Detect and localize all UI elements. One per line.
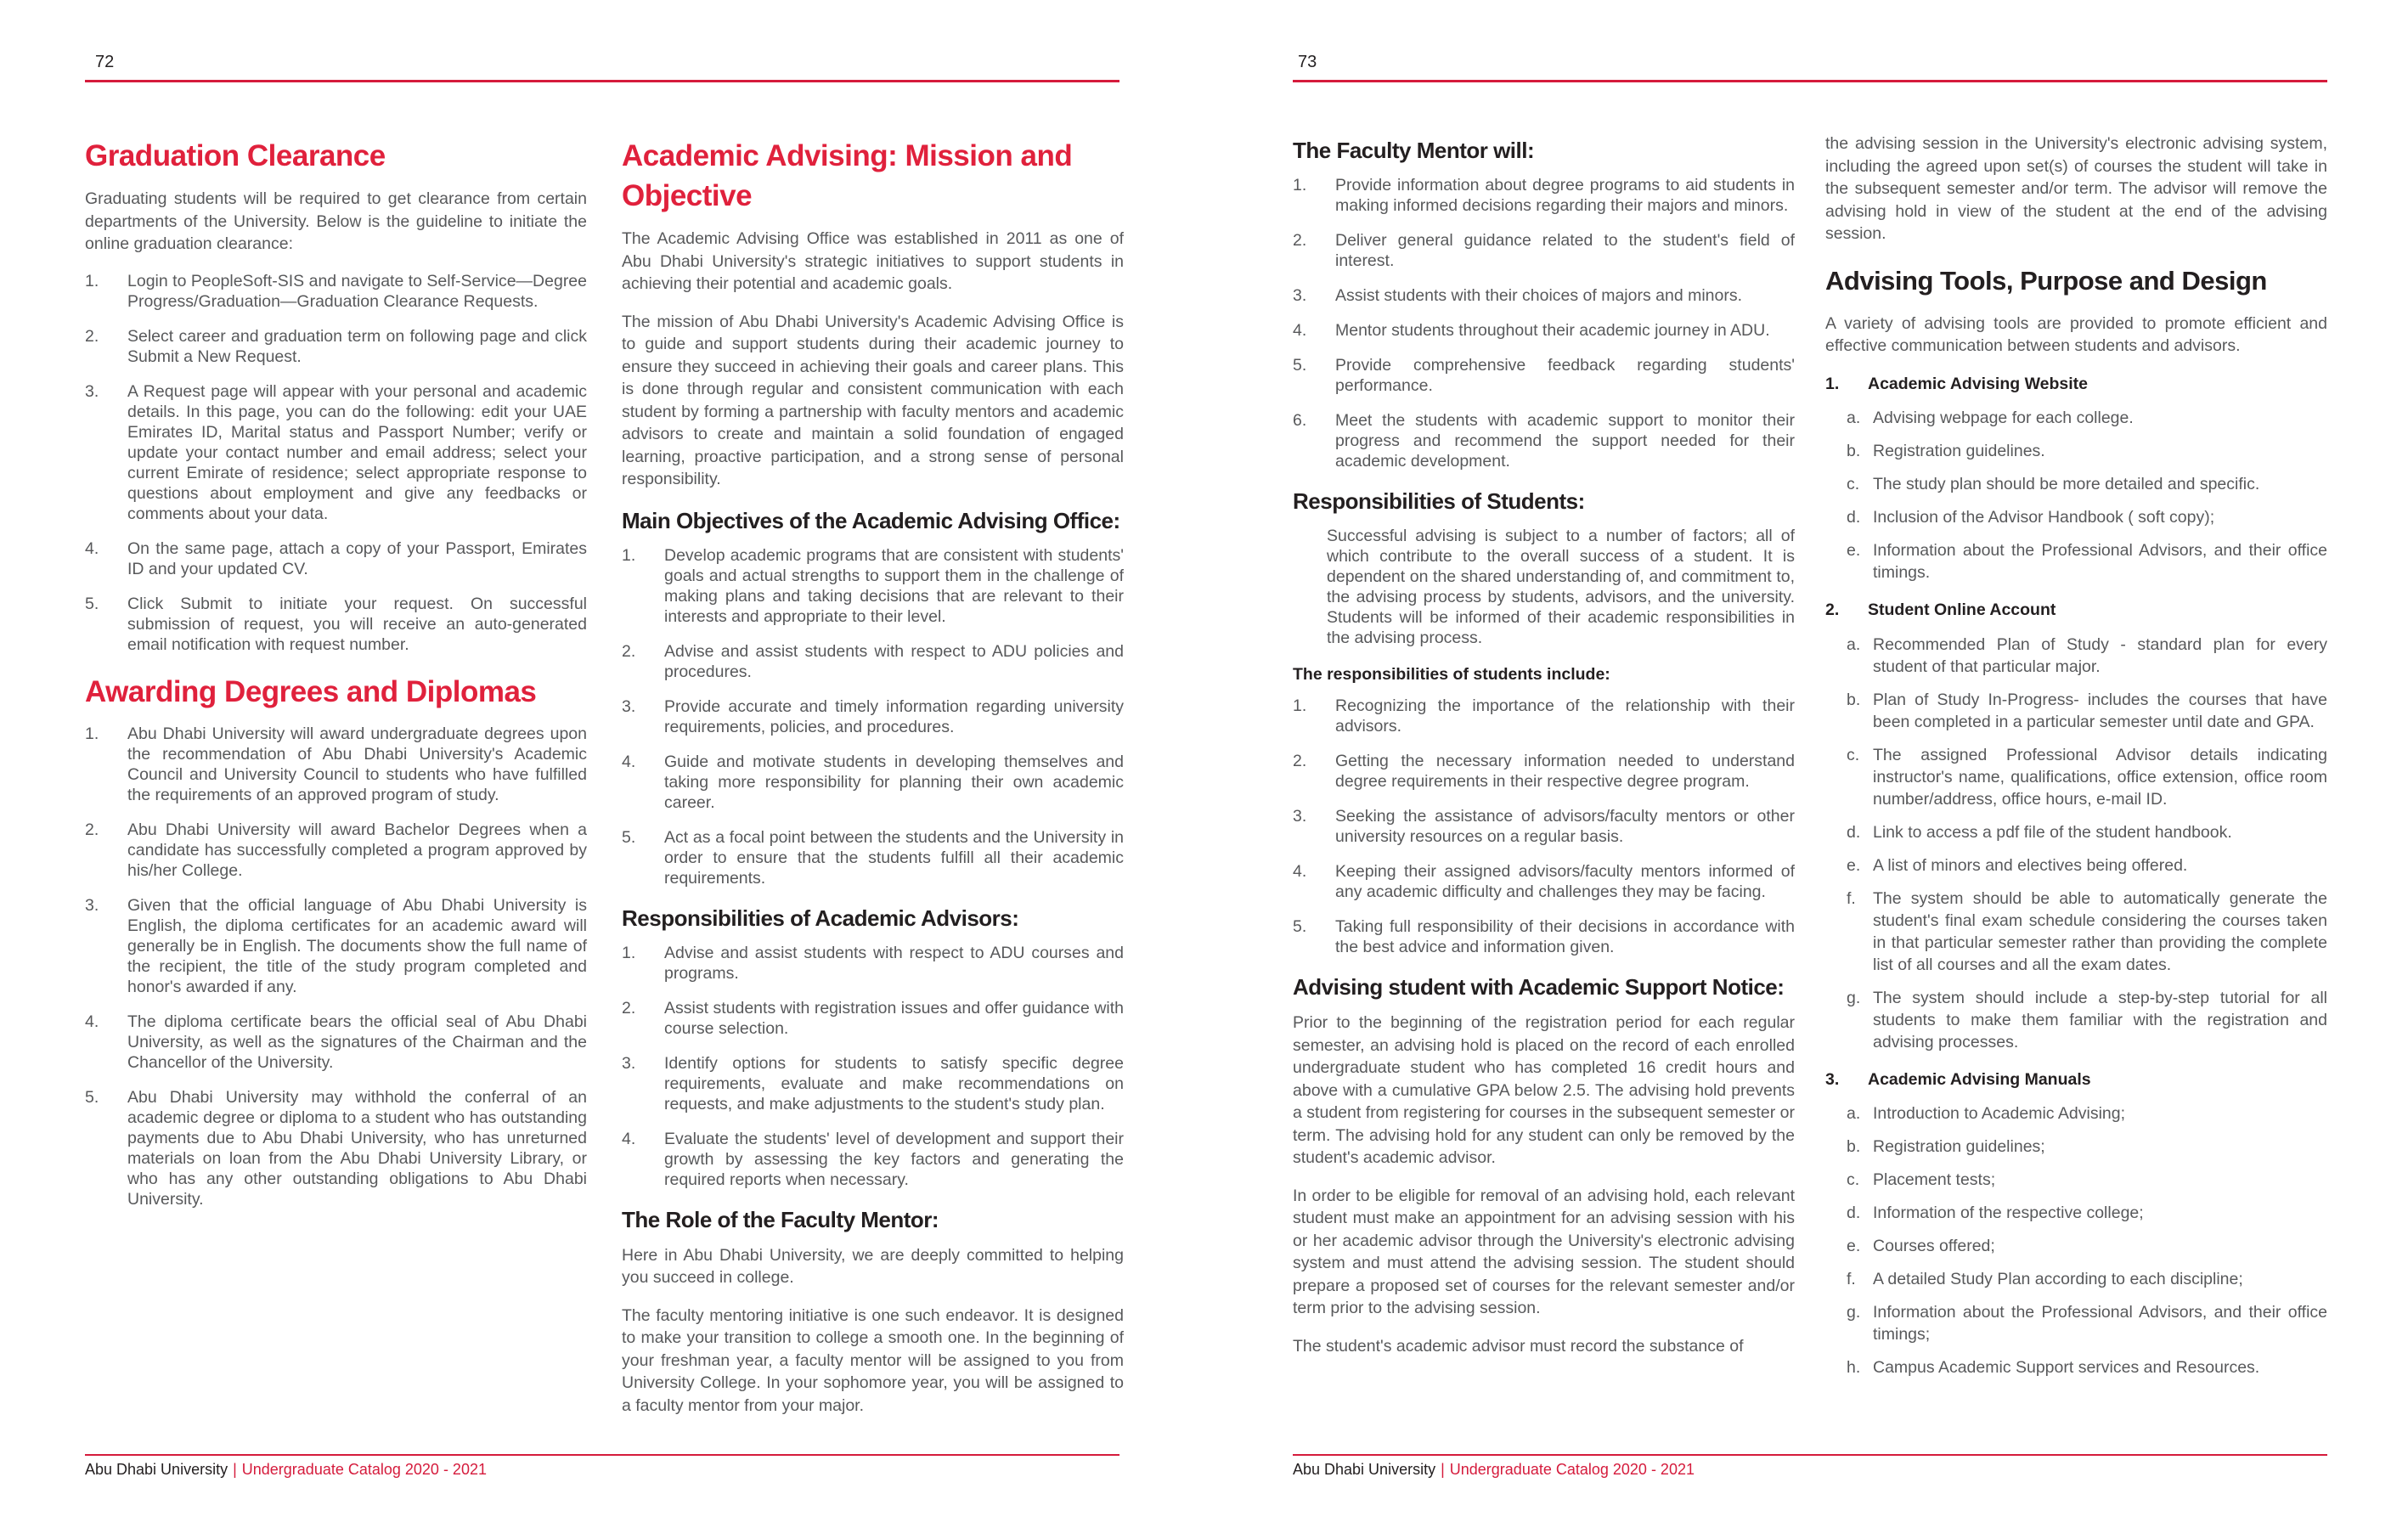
list-number: 3. — [1825, 1069, 1840, 1089]
list-number: 4. — [85, 1012, 99, 1031]
list-item — [1825, 1235, 2327, 1257]
tool-group-list — [1825, 1102, 2327, 1378]
list-number: 2. — [1293, 231, 1307, 250]
header-rule-right — [1293, 80, 2327, 82]
objectives-heading: Main Objectives of the Academic Advising Office: — [622, 507, 1120, 533]
list-item — [622, 998, 1124, 1039]
list-text: Advising webpage for each college. — [1873, 409, 2134, 427]
list-text: A list of minors and electives being offered. — [1873, 855, 2188, 875]
list-item — [622, 752, 1124, 813]
list-item — [85, 271, 587, 312]
list-text: Plan of Study In-Progress- includes the courses that have been completed in a particular semester until date and GPA. — [1873, 690, 2327, 731]
list-item — [1293, 320, 1795, 341]
tool-group-list — [1825, 407, 2327, 583]
list-item — [85, 895, 587, 997]
list-text: Assist students with their choices of majors and minors. — [1335, 286, 1743, 305]
list-text: Meet the students with academic support to monitor their progress and recommend the support needed for their academic development. — [1335, 411, 1795, 471]
tool-group-heading — [1825, 599, 2327, 622]
list-item — [1825, 1102, 2327, 1125]
list-item — [622, 1053, 1124, 1114]
list-text: Recommended Plan of Study - standard plan for every student of that particular major. — [1873, 634, 2327, 676]
left-column-2 — [622, 136, 1124, 1432]
footer-rule-left — [85, 1454, 1119, 1456]
tool-group-list — [1825, 634, 2327, 1053]
list-item — [85, 1012, 587, 1073]
footer-rule-right — [1293, 1454, 2327, 1456]
list-item — [1825, 1268, 2327, 1290]
list-number: 4. — [1293, 321, 1307, 340]
list-text: Inclusion of the Advisor Handbook ( soft copy); — [1873, 508, 2215, 527]
list-text: Advise and assist students with respect to ADU policies and procedures. — [664, 641, 1124, 681]
tool-group-title: Academic Advising Website — [1868, 374, 2088, 393]
list-item — [1293, 696, 1795, 736]
list-letter: b. — [1847, 442, 1861, 460]
list-item — [1825, 689, 2327, 733]
list-text: Deliver general guidance related to the student's field of interest. — [1335, 231, 1795, 270]
list-item — [1825, 473, 2327, 495]
list-text: Provide accurate and timely information regarding university requirements, policies, and procedures. — [664, 696, 1124, 736]
list-number: 5. — [85, 1087, 99, 1107]
list-letter: h. — [1847, 1358, 1861, 1377]
list-item — [1825, 440, 2327, 462]
header-rule-left — [85, 80, 1119, 82]
list-number: 2. — [622, 641, 636, 661]
advisors-heading: Responsibilities of Academic Advisors: — [622, 905, 1019, 931]
list-item — [1825, 744, 2327, 810]
list-text: Placement tests; — [1873, 1170, 1996, 1189]
mission-paragraph-2: The mission of Abu Dhabi University's Academic Advising Office is to guide and support students during their academic journey to ensure they succeed in achieving their goals and career plans. This is done through regular and consistent communication with each student by forming a partnership with faculty mentors and academic advisors to create and maintain a solid foundation of engaged learning, proactive participation, and a strong sense of personal responsibility. — [622, 312, 1124, 488]
list-text: On the same page, attach a copy of your Passport, Emirates ID and your updated CV. — [127, 538, 587, 578]
list-text: Assist students with registration issues and offer guidance with course selection. — [664, 998, 1124, 1038]
list-text: Registration guidelines; — [1873, 1137, 2045, 1156]
list-item — [1825, 1169, 2327, 1191]
list-letter: b. — [1847, 690, 1861, 709]
right-column-1 — [1293, 136, 1795, 1373]
list-number: 4. — [85, 538, 99, 558]
list-letter: d. — [1847, 1204, 1861, 1222]
list-item — [85, 1087, 587, 1209]
list-number: 6. — [1293, 411, 1307, 430]
list-item — [622, 641, 1124, 682]
list-text: Recognizing the importance of the relationship with their advisors. — [1335, 696, 1795, 736]
list-item — [1293, 751, 1795, 792]
list-item — [1293, 230, 1795, 271]
list-text: Information of the respective college; — [1873, 1204, 2144, 1222]
list-item — [1825, 987, 2327, 1053]
list-letter: d. — [1847, 508, 1861, 527]
support-notice-paragraph-1: Prior to the beginning of the registration period for each regular semester, an advising hold is placed on the record of each enrolled undergraduate student who has completed 16 credit hours and above with a cumulative GPA below 2.5. The advising hold prevents a student from registering for courses in the subsequent semester or term. The advising hold for any student can only be removed by the student's academic advisor. — [1293, 1013, 1795, 1167]
tool-group-title: Student Online Account — [1868, 600, 2056, 619]
mission-heading: Academic Advising: Mission and Objective — [622, 139, 1073, 212]
list-number: 2. — [1825, 600, 1840, 619]
tools-intro: A variety of advising tools are provided to promote efficient and effective communication between students and advisors. — [1825, 313, 2327, 355]
list-item — [85, 594, 587, 655]
list-item — [1293, 861, 1795, 902]
list-text: Mentor students throughout their academic journey in ADU. — [1335, 321, 1770, 340]
list-item — [622, 1129, 1124, 1190]
list-number: 4. — [622, 752, 636, 771]
faculty-role-paragraph-2: The faculty mentoring initiative is one such endeavor. It is designed to make your transition to college a smooth one. In the beginning of your freshman year, a faculty mentor will be assigned to you from University College. In your sophomore year, you will be assigned to a faculty mentor from your major. — [622, 1305, 1124, 1415]
list-item — [1293, 806, 1795, 847]
list-item — [1825, 854, 2327, 877]
list-number: 1. — [1293, 696, 1307, 715]
list-item — [85, 326, 587, 367]
list-letter: g. — [1847, 988, 1861, 1007]
list-text: Campus Academic Support services and Resources. — [1873, 1358, 2260, 1377]
list-number: 1. — [85, 271, 99, 290]
list-item — [1293, 175, 1795, 216]
list-text: Abu Dhabi University will award Bachelor Degrees when a candidate has successfully completed a program approved by his/her College. — [127, 820, 587, 880]
tool-group-heading — [1825, 1068, 2327, 1091]
list-text: The assigned Professional Advisor details indicating instructor's name, qualifications, office extension, office room number/address, office hours, e-mail ID. — [1873, 745, 2327, 809]
list-text: The diploma certificate bears the official seal of Abu Dhabi University, as well as the signatures of the Chairman and the Chancellor of the University. — [127, 1012, 587, 1072]
list-number: 2. — [1293, 752, 1307, 770]
list-letter: f. — [1847, 888, 1856, 908]
list-letter: c. — [1847, 745, 1860, 764]
support-notice-paragraph-2: In order to be eligible for removal of an advising hold, each relevant student must make an appointment for an advising session with his or her academic advisor through the University's electronic advising system and must attend the advising session. The student should prepare a proposed set of courses for the relevant semester and/or term prior to the advising session. — [1293, 1186, 1795, 1317]
list-item — [1293, 355, 1795, 396]
list-letter: b. — [1847, 1137, 1861, 1156]
list-text: Courses offered; — [1873, 1237, 1995, 1255]
list-number: 1. — [1825, 374, 1840, 393]
awarding-heading: Awarding Degrees and Diplomas — [85, 674, 537, 708]
list-text: The system should include a step-by-step tutorial for all students to make them familiar with the registration and advising processes. — [1873, 988, 2327, 1051]
list-number: 5. — [85, 594, 99, 613]
mentor-will-list — [1293, 175, 1795, 471]
faculty-role-paragraph-1: Here in Abu Dhabi University, we are deeply committed to helping you succeed in college. — [622, 1245, 1124, 1287]
list-number: 5. — [1293, 917, 1307, 936]
list-number: 4. — [1293, 862, 1307, 881]
mentor-will-heading: The Faculty Mentor will: — [1293, 138, 1535, 163]
list-text: Keeping their assigned advisors/faculty mentors informed of any academic difficulty and challenges they may be facing. — [1335, 862, 1795, 901]
list-text: Abu Dhabi University will award undergraduate degrees upon the recommendation of Abu Dhabi University's Academic Council and University Council to students who have fulfilled the requirements of an approved program of study. — [127, 724, 587, 804]
list-text: A Request page will appear with your personal and academic details. In this page, you can do the following: edit your UAE Emirates ID, Marital status and Passport Number; verify or update your contact number and email address; select your current Emirate of residence; select appropriate response to questions about employment and give any feedbacks or comments about your data. — [127, 381, 587, 523]
list-text: Information about the Professional Advisors, and their office timings. — [1873, 541, 2327, 582]
graduation-clearance-intro: Graduating students will be required to get clearance from certain departments of the University. Below is the guideline to initiate the online graduation clearance: — [85, 189, 587, 253]
students-resp-intro: Successful advising is subject to a number of factors; all of which contribute to the overall success of a student. It is dependent on the shared understanding of, and commitment to, the advising process by students, advisors, and the university. Students will be informed of their academic responsibilities in the advising process. — [1327, 527, 1795, 647]
list-text: Guide and motivate students in developing themselves and taking more responsibility for planning their own academic career. — [664, 752, 1124, 812]
list-text: Identify options for students to satisfy specific degree requirements, evaluate and make recommendations on requests, and make adjustments to the student's study plan. — [664, 1053, 1124, 1113]
list-item — [85, 538, 587, 579]
page-number-right: 73 — [1298, 53, 1317, 71]
list-text: Getting the necessary information needed to understand degree requirements in their respective degree program. — [1335, 752, 1795, 791]
list-letter: a. — [1847, 634, 1861, 654]
list-item — [1825, 539, 2327, 583]
list-text: Abu Dhabi University may withhold the conferral of an academic degree or diploma to a student who has outstanding payments due to Abu Dhabi University, who has unreturned materials on loan from the Abu Dhabi University Library, or who has any other outstanding obligations to Abu Dhabi University. — [127, 1087, 587, 1209]
list-number: 3. — [1293, 807, 1307, 826]
footer-university: Abu Dhabi University — [1293, 1461, 1436, 1478]
mission-paragraph-1: The Academic Advising Office was established in 2011 as one of Abu Dhabi University's strategic initiatives to support students in achieving their potential and academic goals. — [622, 229, 1124, 293]
students-resp-subheading: The responsibilities of students include: — [1293, 665, 1610, 684]
list-item — [1825, 821, 2327, 843]
list-item — [622, 545, 1124, 627]
footer-catalog: Undergraduate Catalog 2020 - 2021 — [1449, 1461, 1695, 1478]
list-item — [1825, 407, 2327, 429]
list-item — [1293, 410, 1795, 471]
list-number: 3. — [1293, 286, 1307, 305]
list-letter: e. — [1847, 855, 1861, 875]
list-number: 1. — [622, 545, 636, 565]
list-number: 3. — [622, 1053, 636, 1073]
list-number: 1. — [622, 943, 636, 962]
list-number: 3. — [85, 381, 99, 401]
list-letter: c. — [1847, 1170, 1860, 1189]
left-column-1 — [85, 136, 587, 1225]
list-item — [85, 381, 587, 524]
list-number: 4. — [622, 1129, 636, 1148]
list-text: Click Submit to initiate your request. On successful submission of request, you will receive an auto-generated email notification with request number. — [127, 594, 587, 654]
footer-university: Abu Dhabi University — [85, 1461, 228, 1478]
list-text: Seeking the assistance of advisors/faculty mentors or other university resources on a regular basis. — [1335, 807, 1795, 846]
list-text: Provide comprehensive feedback regarding students' performance. — [1335, 356, 1795, 395]
list-number: 2. — [622, 998, 636, 1018]
graduation-steps-list — [85, 271, 587, 655]
list-text: Provide information about degree programs to aid students in making informed decisions regarding their majors and minors. — [1335, 176, 1795, 215]
list-item — [85, 724, 587, 805]
support-notice-paragraph-3: The student's academic advisor must record the substance of — [1293, 1336, 1744, 1356]
list-text: Taking full responsibility of their decisions in accordance with the best advice and information given. — [1335, 917, 1795, 956]
students-resp-list — [1293, 696, 1795, 957]
list-letter: g. — [1847, 1303, 1861, 1322]
list-letter: a. — [1847, 1104, 1861, 1123]
tool-group-title: Academic Advising Manuals — [1868, 1069, 2091, 1089]
list-letter: e. — [1847, 541, 1861, 560]
footer-separator: | — [1441, 1461, 1445, 1478]
list-item — [622, 827, 1124, 888]
tool-group-heading — [1825, 373, 2327, 396]
list-number: 3. — [622, 696, 636, 716]
list-letter: e. — [1847, 1237, 1861, 1255]
list-text: Develop academic programs that are consistent with students' goals and actual strengths to support them in the challenge of making plans and taking decisions that are relevant to their interests and appropriate to their level. — [664, 545, 1124, 626]
list-item — [1825, 1356, 2327, 1378]
page-number-left: 72 — [95, 53, 115, 71]
list-number: 1. — [1293, 176, 1307, 194]
list-item — [622, 696, 1124, 737]
list-text: Registration guidelines. — [1873, 442, 2045, 460]
list-item — [1825, 634, 2327, 678]
list-text: The system should be able to automatically generate the student's final exam schedule considering the courses taken in that particular semester rather than providing the complete list of all courses and all the exam dates. — [1873, 888, 2327, 974]
list-text: Information about the Professional Advisors, and their office timings; — [1873, 1303, 2327, 1344]
list-text: Select career and graduation term on following page and click Submit a New Request. — [127, 326, 587, 366]
graduation-clearance-heading: Graduation Clearance — [85, 139, 386, 172]
list-text: Given that the official language of Abu Dhabi University is English, the diploma certificates for an academic award will generally be in English. The documents show the full name of the recipient, the title of the study program completed and honor's awarded if any. — [127, 895, 587, 996]
list-text: Advise and assist students with respect to ADU courses and programs. — [664, 943, 1124, 983]
right-column-2 — [1825, 132, 2327, 1394]
footer-separator: | — [233, 1461, 237, 1478]
list-letter: d. — [1847, 822, 1861, 842]
awarding-list — [85, 724, 587, 1209]
footer-right — [1293, 1461, 1695, 1479]
list-letter: c. — [1847, 475, 1860, 493]
list-item — [1825, 1202, 2327, 1224]
students-resp-heading: Responsibilities of Students: — [1293, 488, 1585, 514]
list-text: Introduction to Academic Advising; — [1873, 1104, 2126, 1123]
list-item — [1825, 506, 2327, 528]
list-number: 5. — [1293, 356, 1307, 375]
list-text: Link to access a pdf file of the student handbook. — [1873, 822, 2232, 842]
list-text: Act as a focal point between the students and the University in order to ensure that the students fulfill all their academic requirements. — [664, 827, 1124, 888]
list-number: 1. — [85, 724, 99, 743]
list-number: 3. — [85, 895, 99, 915]
advisors-list — [622, 943, 1124, 1190]
list-item — [1293, 285, 1795, 306]
list-item — [622, 943, 1124, 984]
support-notice-heading: Advising student with Academic Support Notice: — [1293, 974, 1785, 1000]
list-number: 5. — [622, 827, 636, 847]
list-item — [85, 820, 587, 881]
list-item — [1825, 1301, 2327, 1345]
footer-catalog: Undergraduate Catalog 2020 - 2021 — [241, 1461, 487, 1478]
list-text: Login to PeopleSoft-SIS and navigate to Self-Service—Degree Progress/Graduation—Graduation Clearance Requests. — [127, 271, 587, 311]
list-text: Evaluate the students' level of development and support their growth by assessing the key factors and generating the required reports when necessary. — [664, 1129, 1124, 1189]
faculty-role-heading: The Role of the Faculty Mentor: — [622, 1206, 939, 1232]
list-item — [1825, 1136, 2327, 1158]
list-letter: a. — [1847, 409, 1861, 427]
list-item — [1293, 916, 1795, 957]
footer-left — [85, 1461, 487, 1479]
support-notice-continuation: the advising session in the University's electronic advising system, including the agreed upon set(s) of courses the student will take in the subsequent semester and/or term. The advisor will remove the advising hold in view of the student at the end of the advising session. — [1825, 134, 2327, 243]
list-letter: f. — [1847, 1270, 1856, 1288]
list-item — [1825, 888, 2327, 976]
objectives-list — [622, 545, 1124, 888]
tools-heading: Advising Tools, Purpose and Design — [1825, 265, 2267, 296]
list-text: The study plan should be more detailed and specific. — [1873, 475, 2260, 493]
list-number: 2. — [85, 820, 99, 839]
list-number: 2. — [85, 326, 99, 346]
list-text: A detailed Study Plan according to each discipline; — [1873, 1270, 2243, 1288]
